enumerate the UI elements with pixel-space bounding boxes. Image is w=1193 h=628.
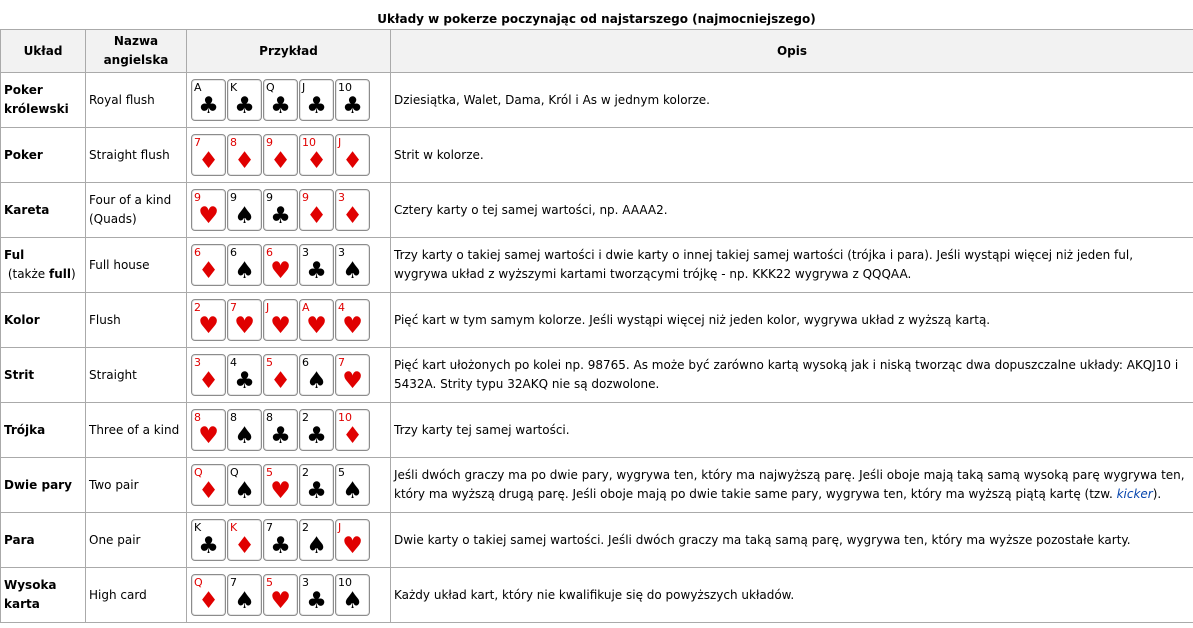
playing-card (227, 299, 262, 341)
description (391, 348, 1193, 403)
card-rank: A (194, 81, 202, 94)
playing-card (299, 409, 334, 451)
playing-card (299, 244, 334, 286)
example-cards (187, 403, 391, 458)
hand-name-bold: Kolor (4, 312, 40, 327)
description-text: Pięć kart w tym samym kolorze. Jeśli wystąpi więcej niż jeden kolor, wygrywa układ z wyższą kartą. (394, 312, 991, 327)
playing-card (227, 354, 262, 396)
card-suit-icon: ♥ (342, 313, 363, 339)
description (391, 293, 1193, 348)
description (391, 403, 1193, 458)
playing-card (263, 409, 298, 451)
card-rank: 10 (302, 136, 316, 149)
card-rank: 8 (230, 136, 237, 149)
card-suit-icon: ♥ (198, 203, 219, 229)
playing-card (191, 134, 226, 176)
playing-card (335, 354, 370, 396)
card-rank: J (338, 521, 342, 534)
english-name: Two pair (86, 458, 187, 513)
description-text: Pięć kart ułożonych po kolei np. 98765. As może być zarówno kartą wysoką jak i niską tworząc dwa dopuszczalne układy: AKQJ10 i 5432A. Strity typu 32AKQ nie są dozwolone. (394, 358, 1179, 391)
card-suit-icon: ♣ (198, 93, 219, 119)
playing-card (263, 79, 298, 121)
card-suit-icon: ♥ (198, 423, 219, 449)
card-suit-icon: ♦ (342, 203, 363, 229)
card-rank: 10 (338, 81, 352, 94)
card-rank: 6 (194, 246, 201, 259)
playing-card (263, 574, 298, 616)
card-suit-icon: ♥ (270, 588, 291, 614)
card-suit-icon: ♦ (306, 148, 327, 174)
card-rank: 10 (338, 576, 352, 589)
card-rank: K (194, 521, 202, 534)
card-suit-icon: ♣ (270, 203, 291, 229)
header-example: Przykład (187, 30, 391, 73)
playing-card (191, 574, 226, 616)
hand-name (1, 458, 86, 513)
example-cards (187, 238, 391, 293)
hand-name (1, 348, 86, 403)
card-rank: 3 (302, 576, 309, 589)
playing-card (335, 79, 370, 121)
playing-card (227, 574, 262, 616)
english-name: Flush (86, 293, 187, 348)
playing-card (335, 409, 370, 451)
card-suit-icon: ♦ (270, 368, 291, 394)
playing-card (263, 354, 298, 396)
table-row (1, 458, 1193, 513)
card-suit-icon: ♥ (270, 478, 291, 504)
card-rank: 6 (230, 246, 237, 259)
card-rank: 5 (266, 466, 273, 479)
playing-card (299, 134, 334, 176)
card-rank: 5 (266, 576, 273, 589)
card-suit-icon: ♣ (306, 588, 327, 614)
card-hand (191, 189, 390, 231)
description-text: Cztery karty o tej samej wartości, np. AAAA2. (394, 202, 668, 217)
card-hand (191, 299, 390, 341)
playing-card (299, 354, 334, 396)
hand-name-bold: Strit (4, 367, 35, 382)
hand-name (1, 403, 86, 458)
playing-card (263, 299, 298, 341)
card-hand (191, 244, 390, 286)
card-suit-icon: ♦ (306, 203, 327, 229)
playing-card (335, 574, 370, 616)
card-suit-icon: ♠ (234, 478, 255, 504)
card-hand (191, 464, 390, 506)
card-suit-icon: ♣ (270, 93, 291, 119)
description (391, 238, 1193, 293)
card-rank: Q (194, 576, 203, 589)
playing-card (299, 464, 334, 506)
card-rank: 8 (266, 411, 273, 424)
playing-card (299, 574, 334, 616)
card-hand (191, 79, 390, 121)
hand-name-alt: full (49, 267, 71, 281)
card-suit-icon: ♦ (270, 148, 291, 174)
description (391, 73, 1193, 128)
card-suit-icon: ♦ (198, 368, 219, 394)
card-rank: 9 (230, 191, 237, 204)
example-cards (187, 128, 391, 183)
playing-card (335, 299, 370, 341)
english-name: Royal flush (86, 73, 187, 128)
example-cards (187, 568, 391, 623)
card-rank: 2 (302, 521, 309, 534)
header-english-name: Nazwa angielska (86, 30, 187, 73)
playing-card (299, 79, 334, 121)
table-row (1, 183, 1193, 238)
card-hand (191, 519, 390, 561)
card-suit-icon: ♠ (342, 258, 363, 284)
card-rank: 7 (194, 136, 201, 149)
card-rank: Q (194, 466, 203, 479)
playing-card (191, 299, 226, 341)
playing-card (263, 244, 298, 286)
table-row (1, 348, 1193, 403)
card-suit-icon: ♦ (342, 423, 363, 449)
card-rank: Q (230, 466, 239, 479)
example-cards (187, 513, 391, 568)
card-suit-icon: ♥ (306, 313, 327, 339)
playing-card (227, 189, 262, 231)
example-cards (187, 348, 391, 403)
hand-name (1, 183, 86, 238)
playing-card (335, 189, 370, 231)
card-hand (191, 134, 390, 176)
card-suit-icon: ♣ (270, 533, 291, 559)
card-rank: 3 (194, 356, 201, 369)
description (391, 458, 1193, 513)
description-text-end: ). (1152, 487, 1162, 501)
card-suit-icon: ♠ (234, 258, 255, 284)
playing-card (191, 519, 226, 561)
playing-card (191, 189, 226, 231)
playing-card (191, 244, 226, 286)
table-caption: Układy w pokerze poczynając od najstarszego (najmocniejszego) (377, 12, 816, 26)
card-suit-icon: ♦ (234, 148, 255, 174)
card-suit-icon: ♠ (234, 203, 255, 229)
hand-name-bold: Para (4, 532, 35, 547)
card-suit-icon: ♣ (306, 423, 327, 449)
card-rank: 10 (338, 411, 352, 424)
header-hand: Układ (1, 30, 86, 73)
card-rank: 9 (266, 136, 273, 149)
hand-name (1, 568, 86, 623)
description-text: Strit w kolorze. (394, 147, 484, 162)
card-rank: 2 (194, 301, 201, 314)
card-rank: J (302, 81, 306, 94)
description-text: Dwie karty o takiej samej wartości. Jeśli dwóch graczy ma taką samą parę, wygrywa ten, który ma wyższe pozostałe karty. (394, 532, 1131, 547)
card-rank: 4 (230, 356, 237, 369)
table-row (1, 568, 1193, 623)
english-name: Three of a kind (86, 403, 187, 458)
card-suit-icon: ♥ (234, 313, 255, 339)
description (391, 513, 1193, 568)
hand-name-bold: Poker królewski (4, 83, 69, 116)
card-suit-icon: ♦ (342, 148, 363, 174)
card-suit-icon: ♣ (234, 93, 255, 119)
poker-hands-table (0, 29, 1193, 623)
card-suit-icon: ♣ (306, 478, 327, 504)
description (391, 128, 1193, 183)
card-rank: K (230, 521, 238, 534)
example-cards (187, 293, 391, 348)
hand-name-bold: Ful (4, 248, 25, 262)
playing-card (263, 189, 298, 231)
playing-card (299, 519, 334, 561)
playing-card (335, 244, 370, 286)
card-rank: 9 (194, 191, 201, 204)
card-suit-icon: ♣ (306, 258, 327, 284)
description-text: Dziesiątka, Walet, Dama, Król i As w jednym kolorze. (394, 92, 710, 107)
table-row (1, 238, 1193, 293)
card-rank: 2 (302, 411, 309, 424)
card-hand (191, 574, 390, 616)
table-row (1, 293, 1193, 348)
hand-name-bold: Dwie pary (4, 477, 72, 492)
card-rank: 7 (230, 576, 237, 589)
card-suit-icon: ♦ (198, 478, 219, 504)
card-suit-icon: ♥ (270, 313, 291, 339)
description-text: Trzy karty tej samej wartości. (394, 422, 570, 437)
english-name: One pair (86, 513, 187, 568)
hand-name-bold: Trójka (4, 422, 46, 437)
playing-card (227, 409, 262, 451)
table-row (1, 73, 1193, 128)
card-suit-icon: ♦ (234, 533, 255, 559)
kicker-link[interactable]: kicker (1116, 487, 1153, 501)
card-rank: 5 (266, 356, 273, 369)
description (391, 183, 1193, 238)
card-rank: 4 (338, 301, 345, 314)
playing-card (227, 79, 262, 121)
playing-card (191, 464, 226, 506)
playing-card (335, 519, 370, 561)
card-rank: 7 (338, 356, 345, 369)
playing-card (299, 299, 334, 341)
card-rank: 9 (302, 191, 309, 204)
example-cards (187, 73, 391, 128)
card-suit-icon: ♠ (234, 423, 255, 449)
card-rank: J (266, 301, 270, 314)
table-row (1, 513, 1193, 568)
hand-name-bold: Poker (4, 147, 43, 162)
description-text: Jeśli dwóch graczy ma po dwie pary, wygrywa ten, który ma najwyższą parę. Jeśli oboje mają taką samą wysoką parę wygrywa ten, który ma wyższą drugą parę. Jeśli oboje mają po dwie takie same pary, wygrywa ten, który ma wyższą piątą kartę (tzw. (394, 468, 1185, 501)
card-suit-icon: ♠ (306, 368, 327, 394)
header-description: Opis (391, 30, 1193, 73)
card-suit-icon: ♣ (306, 93, 327, 119)
hand-name-extra-end: ) (71, 267, 76, 281)
card-hand (191, 409, 390, 451)
hand-name-extra: (także (4, 267, 49, 281)
card-suit-icon: ♦ (198, 148, 219, 174)
playing-card (191, 354, 226, 396)
card-suit-icon: ♣ (198, 533, 219, 559)
card-suit-icon: ♠ (342, 588, 363, 614)
playing-card (335, 134, 370, 176)
card-rank: J (338, 136, 342, 149)
example-cards (187, 458, 391, 513)
hand-name-bold: Kareta (4, 202, 50, 217)
description (391, 568, 1193, 623)
card-rank: 8 (230, 411, 237, 424)
card-rank: 6 (302, 356, 309, 369)
playing-card (263, 519, 298, 561)
card-rank: 5 (338, 466, 345, 479)
card-rank: 3 (302, 246, 309, 259)
card-suit-icon: ♥ (342, 368, 363, 394)
card-rank: 2 (302, 466, 309, 479)
card-suit-icon: ♥ (198, 313, 219, 339)
hand-name (1, 238, 86, 293)
card-hand (191, 354, 390, 396)
card-rank: 8 (194, 411, 201, 424)
description-text: Trzy karty o takiej samej wartości i dwie karty o innej takiej samej wartości (trójka i para). Jeśli wystąpi więcej niż jeden ful, wygrywa układ z wyższymi kartami tworzącymi trójkę - np. KKK22 wygrywa z QQQAA. (394, 248, 1134, 281)
card-suit-icon: ♣ (342, 93, 363, 119)
hand-name (1, 293, 86, 348)
english-name: Four of a kind (Quads) (86, 183, 187, 238)
header-row (1, 30, 1193, 73)
description-text: Każdy układ kart, który nie kwalifikuje się do powyższych układów. (394, 587, 795, 602)
card-rank: 9 (266, 191, 273, 204)
card-suit-icon: ♣ (234, 368, 255, 394)
playing-card (191, 79, 226, 121)
example-cards (187, 183, 391, 238)
english-name: Straight (86, 348, 187, 403)
playing-card (191, 409, 226, 451)
hand-name (1, 128, 86, 183)
card-rank: Q (266, 81, 275, 94)
playing-card (335, 464, 370, 506)
table-row (1, 403, 1193, 458)
card-rank: 3 (338, 246, 345, 259)
playing-card (263, 464, 298, 506)
card-rank: A (302, 301, 310, 314)
playing-card (263, 134, 298, 176)
playing-card (227, 134, 262, 176)
table-row (1, 128, 1193, 183)
card-suit-icon: ♥ (342, 533, 363, 559)
card-rank: K (230, 81, 238, 94)
card-suit-icon: ♦ (198, 588, 219, 614)
card-rank: 7 (230, 301, 237, 314)
english-name: High card (86, 568, 187, 623)
card-suit-icon: ♠ (342, 478, 363, 504)
card-suit-icon: ♦ (198, 258, 219, 284)
playing-card (299, 189, 334, 231)
playing-card (227, 464, 262, 506)
playing-card (227, 519, 262, 561)
card-rank: 6 (266, 246, 273, 259)
card-rank: 3 (338, 191, 345, 204)
english-name: Straight flush (86, 128, 187, 183)
hand-name-bold: Wysoka karta (4, 578, 57, 611)
card-suit-icon: ♠ (306, 533, 327, 559)
english-name: Full house (86, 238, 187, 293)
hand-name (1, 73, 86, 128)
card-suit-icon: ♣ (270, 423, 291, 449)
card-rank: 7 (266, 521, 273, 534)
playing-card (227, 244, 262, 286)
hand-name (1, 513, 86, 568)
card-suit-icon: ♠ (234, 588, 255, 614)
card-suit-icon: ♥ (270, 258, 291, 284)
